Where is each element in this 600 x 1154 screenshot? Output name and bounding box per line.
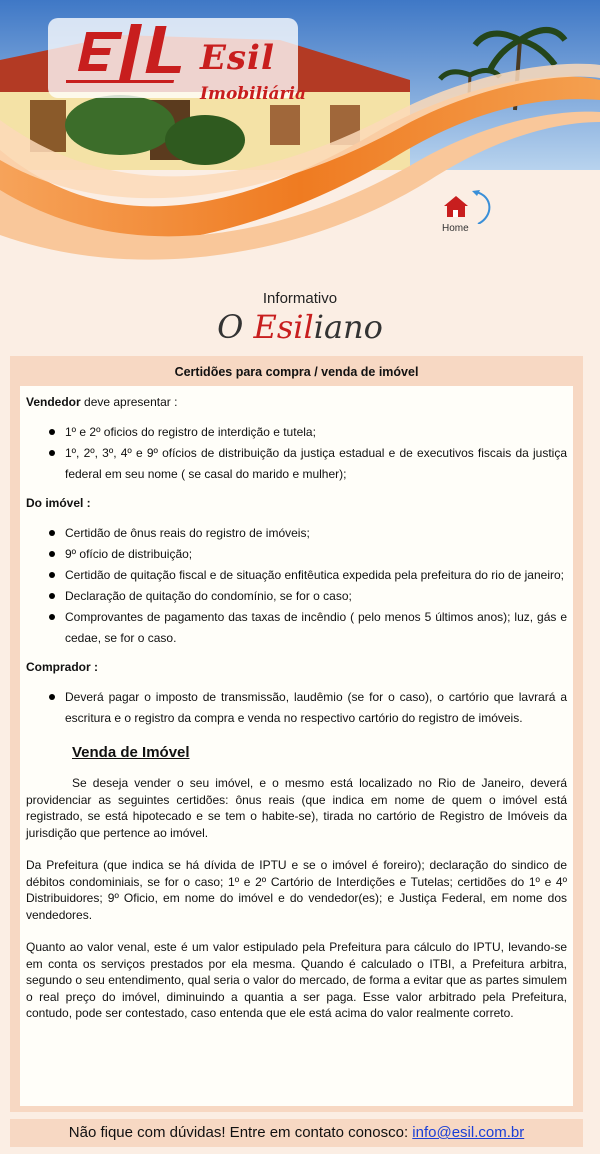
list-item: Certidão de ônus reais do registro de imóveis;: [26, 523, 567, 544]
card-body: [20, 386, 573, 1106]
newsletter-label: Informativo: [262, 290, 338, 307]
venda-heading: Venda de Imóvel: [72, 744, 190, 761]
content-card: [10, 356, 583, 1112]
list-item: 1º, 2º, 3º, 4º e 9º ofícios de distribuição da justiça estadual e de executivos fiscais da justiça federal em seu nome ( se casal do marido e mulher);: [26, 443, 567, 485]
vendedor-heading: Vendedor: [26, 395, 81, 409]
card-title: Certidões para compra / venda de imóvel: [174, 365, 419, 379]
home-link[interactable]: [438, 188, 498, 238]
venda-paragraph: Da Prefeitura (que indica se há dívida de IPTU e se o imóvel é foreiro); declaração do sindico de débitos condominiais, se for o caso; 1º e 2º Cartório de Interdições e Tutelas; certidões do 1º e 4º Distribuidores; 9º Oficio, em nome do imóvel e do vendedor(es); e Justiça Federal, em nome dos vendedores.: [26, 858, 567, 922]
list-item: Certidão de quitação fiscal e de situação enfitêutica expedida pela prefeitura do rio de janeiro;: [26, 565, 567, 586]
vendedor-heading-rest: deve apresentar :: [84, 395, 178, 409]
logo-subtitle: Imobiliária: [200, 84, 306, 104]
list-item: Declaração de quitação do condomínio, se for o caso;: [26, 586, 567, 607]
logo-mark-icon: [66, 24, 196, 94]
footer-contact: [10, 1119, 583, 1147]
logo-name: Esil: [200, 38, 275, 78]
list-item: 1º e 2º oficios do registro de interdição e tutela;: [26, 422, 567, 443]
newsletter-name: [0, 308, 600, 346]
footer-text: Não fique com dúvidas! Entre em contato conosco:: [68, 1124, 413, 1141]
logo[interactable]: [48, 18, 306, 104]
comprador-list: [26, 687, 567, 729]
newsletter-name-prefix: O: [217, 308, 254, 346]
comprador-heading: Comprador :: [26, 660, 98, 674]
newsletter-name-suffix: iano: [313, 308, 383, 346]
contact-email-link[interactable]: info@esil.com.br: [412, 1124, 525, 1141]
home-icon: [438, 188, 498, 224]
header-banner: [0, 0, 600, 280]
home-label: Home: [442, 223, 469, 234]
list-item: 9º ofício de distribuição;: [26, 544, 567, 565]
imovel-list: [26, 523, 567, 649]
venda-paragraph: Se deseja vender o seu imóvel, e o mesmo está localizado no Rio de Janeiro, deverá providenciar as seguintes certidões: ônus reais (que indica em nome de quem o imóvel está registrado, se está hipotecado e se tem o habite-se), tirada no cartório de Registro de Imóveis da jurisdição que pertence ao imóvel.: [26, 776, 567, 840]
newsletter-name-highlight: Esil: [253, 308, 314, 346]
venda-paragraph: Quanto ao valor venal, este é um valor estipulado pela Prefeitura para cálculo do IPTU, levando-se em conta os serviços prestados por ela mesma. Quando é calculado o ITBI, a Prefeitura arbitra, segundo o seu entendimento, qual seria o valor do mercado, de forma a evitar que as partes simulem o real preço do imóvel, diminuindo a quantia a ser paga. Esse valor arbitrado pela Prefeitura, contudo, pode ser contestado, caso entenda que ele está acima do valor realmente correto.: [26, 940, 567, 1020]
vendedor-list: [26, 422, 567, 485]
section-vendedor-heading: [26, 392, 567, 412]
list-item: Comprovantes de pagamento das taxas de incêndio ( pelo menos 5 últimos anos); luz, gás e cedae, se for o caso.: [26, 607, 567, 649]
list-item: Deverá pagar o imposto de transmissão, laudêmio (se for o caso), o cartório que lavrará a escritura e o registro da compra e venda no respectivo cartório do registro de imóveis.: [26, 687, 567, 729]
imovel-heading: Do imóvel :: [26, 496, 91, 510]
